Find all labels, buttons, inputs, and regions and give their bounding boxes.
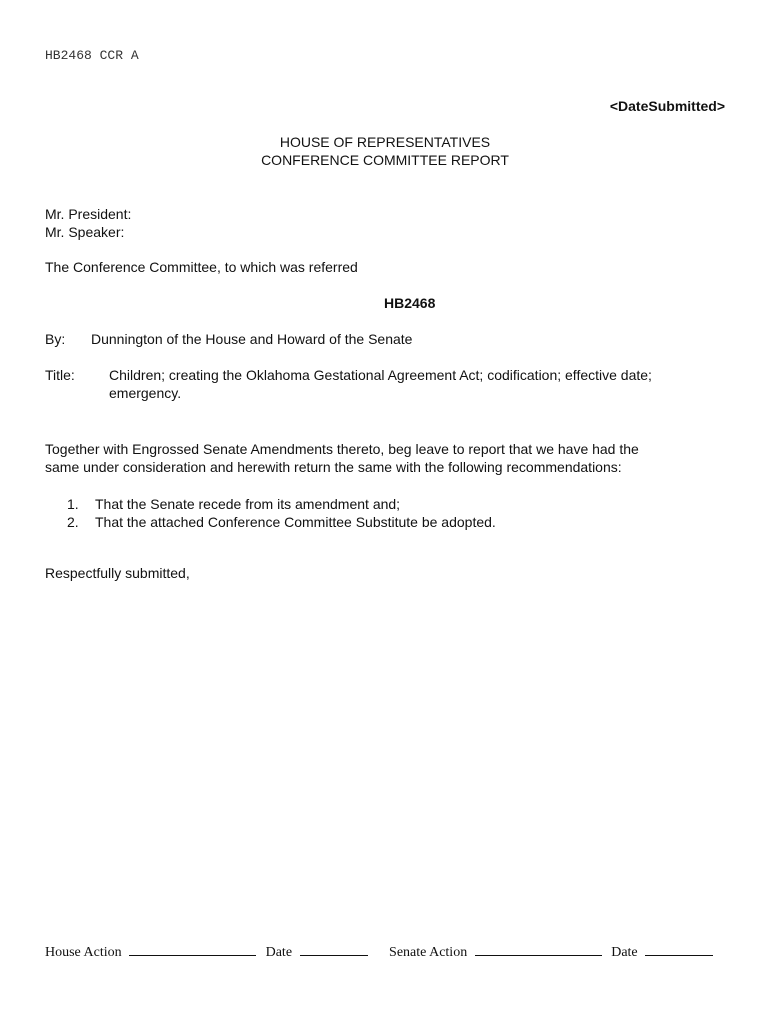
by-value: Dunnington of the House and Howard of the Senate	[91, 331, 413, 347]
recommendations-list	[45, 495, 735, 531]
signature-footer	[45, 943, 713, 961]
body-line1: Together with Engrossed Senate Amendments thereto, beg leave to report that we have had the	[45, 441, 639, 457]
title-value-line1: Children; creating the Oklahoma Gestational Agreement Act; codification; effective date;	[109, 367, 652, 383]
house-action-label: House Action	[45, 945, 122, 960]
date-label-house: Date	[265, 945, 293, 960]
house-action-line	[129, 943, 256, 956]
body-line2: same under consideration and herewith return the same with the following recommendations:	[45, 459, 622, 475]
date-submitted: <DateSubmitted>	[609, 98, 725, 114]
closing-text: Respectfully submitted,	[45, 565, 190, 581]
list-item	[45, 495, 735, 513]
list-item-number: 2.	[67, 514, 79, 530]
senate-date-line	[645, 943, 713, 956]
list-item-text: That the Senate recede from its amendment and;	[95, 496, 401, 512]
title-label: Title:	[45, 367, 75, 383]
list-item	[45, 513, 735, 531]
house-date-line	[300, 943, 368, 956]
senate-action-label: Senate Action	[389, 945, 468, 960]
by-label: By:	[45, 331, 66, 347]
list-item-number: 1.	[67, 496, 79, 512]
bill-reference: HB2468 CCR A	[45, 48, 139, 63]
date-label-senate: Date	[611, 945, 638, 960]
report-title-line1: HOUSE OF REPRESENTATIVES	[279, 134, 491, 150]
list-item-text: That the attached Conference Committee Substitute be adopted.	[95, 514, 496, 530]
intro-text: The Conference Committee, to which was referred	[45, 259, 358, 275]
report-title-line2: CONFERENCE COMMITTEE REPORT	[261, 152, 509, 168]
salutation-president: Mr. President:	[45, 206, 132, 222]
title-value-line2: emergency.	[109, 385, 182, 401]
bill-number: HB2468	[384, 295, 436, 311]
senate-action-line	[475, 943, 602, 956]
salutation-speaker: Mr. Speaker:	[45, 224, 125, 240]
